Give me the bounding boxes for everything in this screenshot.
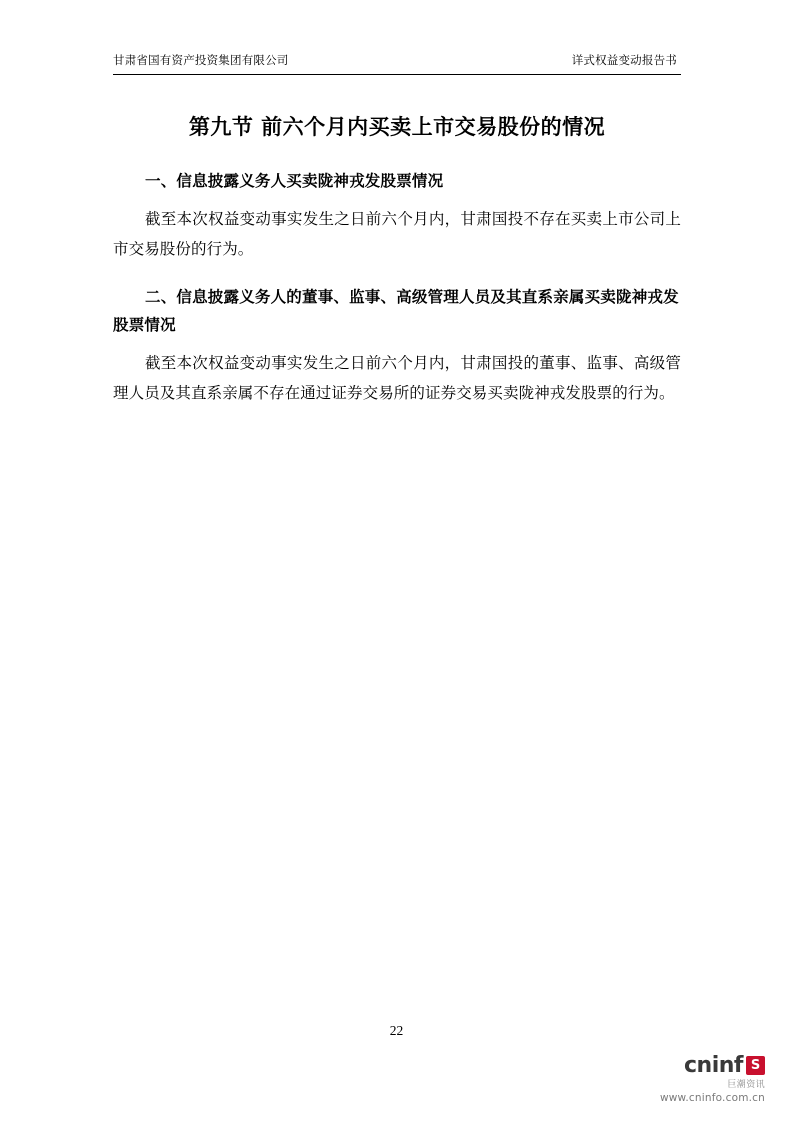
subsection-one-paragraph: 截至本次权益变动事实发生之日前六个月内，甘肃国投不存在买卖上市公司上市交易股份的行为。 <box>113 210 681 259</box>
subsection-two-heading: 二、信息披露义务人的董事、监事、高级管理人员及其直系亲属买卖陇神戎发股票情况 <box>113 287 679 335</box>
spacer <box>113 340 681 348</box>
page-number: 22 <box>389 1023 404 1038</box>
header-divider <box>113 74 681 75</box>
logo-url: www.cninfo.com.cn <box>659 1091 765 1104</box>
spacer <box>113 196 681 204</box>
document-content <box>113 112 681 408</box>
logo-row <box>660 1053 765 1078</box>
page-title: 第九节 前六个月内买卖上市交易股份的情况 <box>188 114 606 139</box>
spacer <box>113 265 681 283</box>
spacer <box>113 141 681 167</box>
header-document-type: 详式权益变动报告书 <box>571 53 677 67</box>
header-company-name: 甘肃省国有资产投资集团有限公司 <box>113 53 289 67</box>
logo-subtitle: 巨潮资讯 <box>727 1079 765 1090</box>
subsection-one-heading: 一、信息披露义务人买卖陇神戎发股票情况 <box>145 172 444 191</box>
subsection-two-paragraph: 截至本次权益变动事实发生之日前六个月内，甘肃国投的董事、监事、高级管理人员及其直系亲属不存在通过证券交易所的证券交易买卖陇神戎发股票的行为。 <box>113 353 681 403</box>
page-header <box>113 52 681 68</box>
cninfo-logo <box>660 1053 765 1104</box>
logo-wordmark: cninf <box>684 1053 743 1079</box>
logo-mark-icon: S <box>746 1056 765 1075</box>
